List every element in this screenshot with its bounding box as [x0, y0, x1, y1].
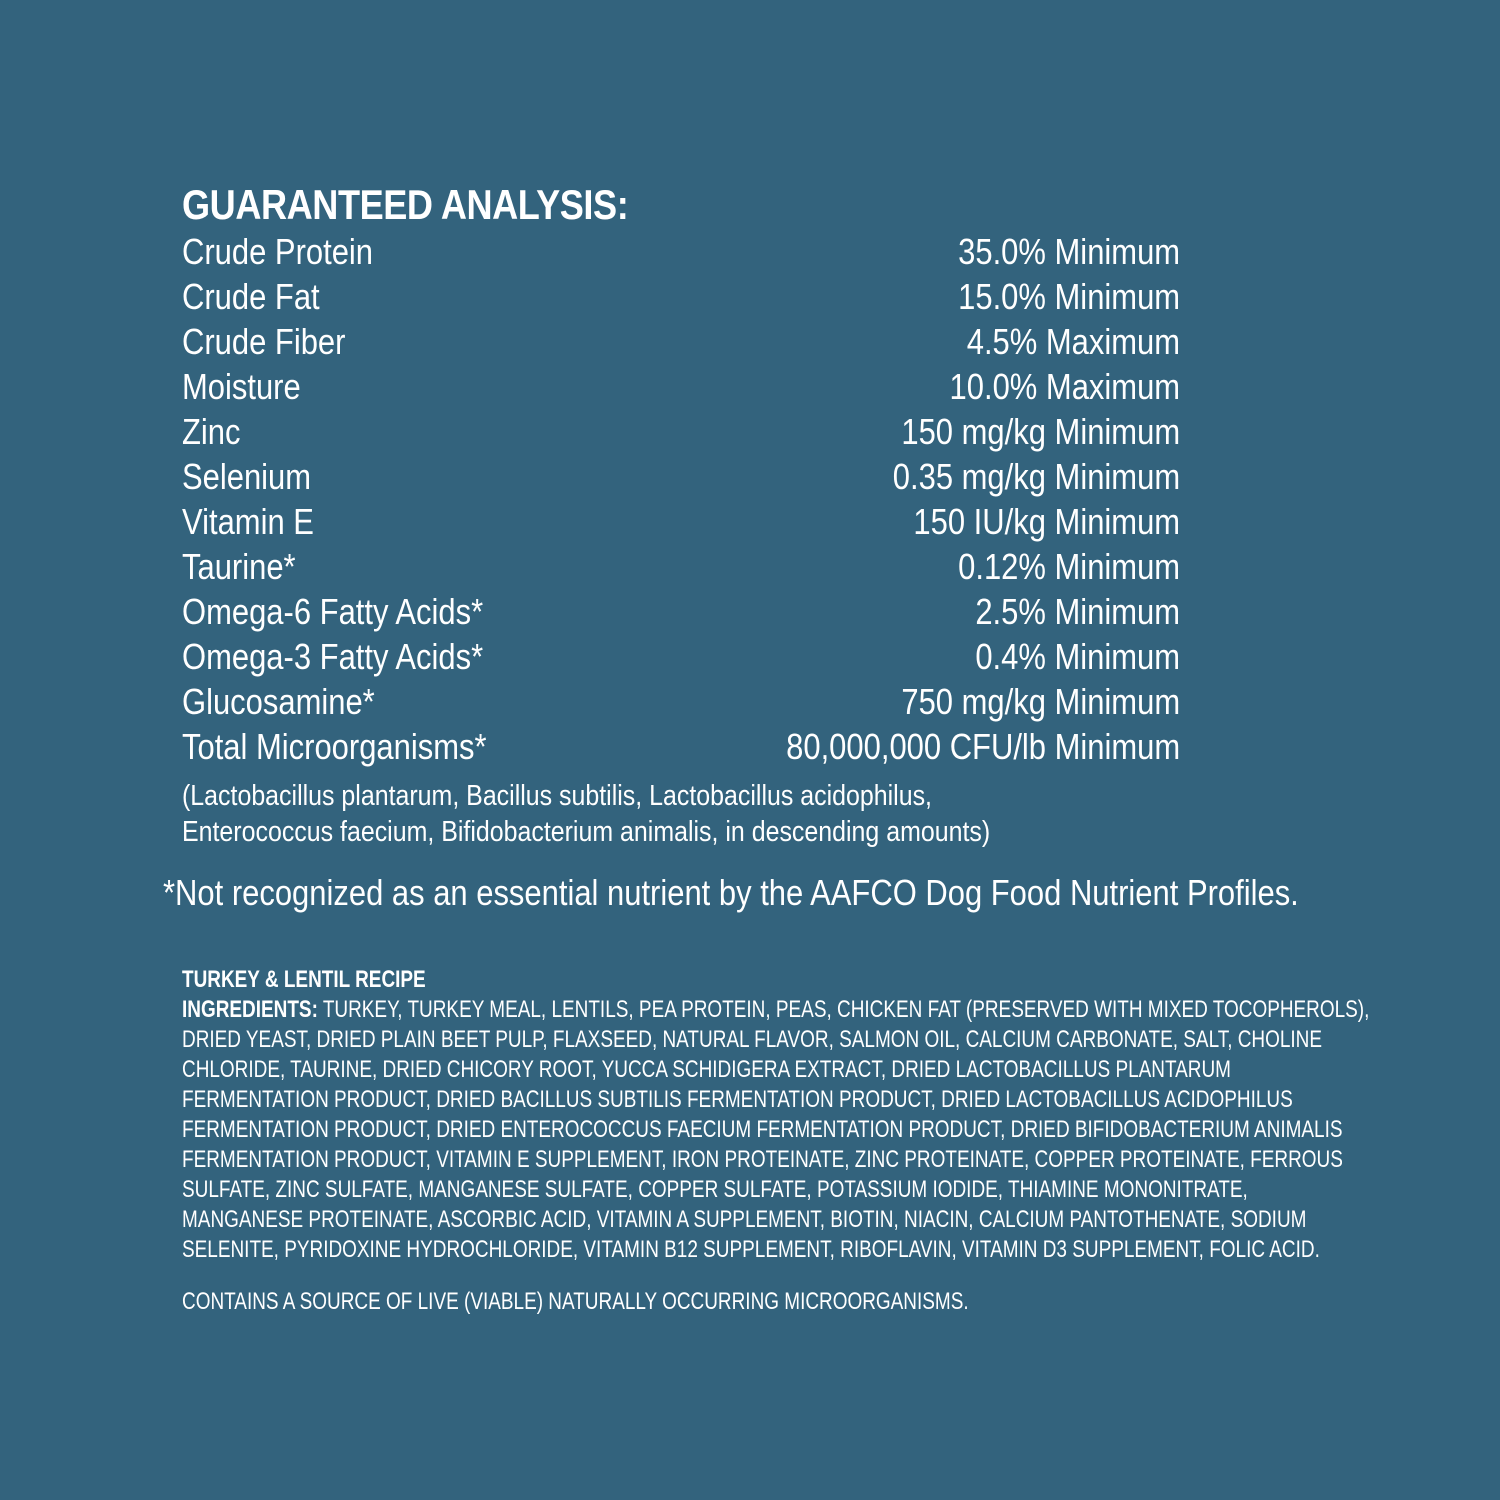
nutrient-name: Zinc — [182, 411, 241, 452]
nutrient-value: 80,000,000 CFU/lb Minimum — [785, 726, 1180, 767]
ingredients-label: INGREDIENTS: — [182, 996, 318, 1023]
ingredients-line: SULFATE, ZINC SULFATE, MANGANESE SULFATE, COPPER SULFATE, POTASSIUM IODIDE, THIAMINE MONONITRATE, — [182, 1176, 1248, 1203]
microorganism-note-line: Enterococcus faecium, Bifidobacterium animalis, in descending amounts) — [182, 816, 991, 848]
ingredients-line: SELENITE, PYRIDOXINE HYDROCHLORIDE, VITAMIN B12 SUPPLEMENT, RIBOFLAVIN, VITAMIN D3 SUPPLEMENT, FOLIC ACID. — [182, 1236, 1320, 1263]
nutrient-value: 150 mg/kg Minimum — [901, 411, 1180, 452]
recipe-section — [182, 965, 1430, 1317]
ingredients-line: FERMENTATION PRODUCT, DRIED ENTEROCOCCUS FAECIUM FERMENTATION PRODUCT, DRIED BIFIDOBACTERIUM ANIMALIS — [182, 1116, 1343, 1143]
nutrient-value: 4.5% Maximum — [966, 321, 1180, 362]
analysis-row — [182, 364, 1180, 409]
nutrient-value: 35.0% Minimum — [958, 231, 1180, 272]
nutrient-name: Vitamin E — [182, 501, 314, 542]
nutrient-name: Omega-6 Fatty Acids* — [182, 591, 484, 632]
ingredients-line: MANGANESE PROTEINATE, ASCORBIC ACID, VITAMIN A SUPPLEMENT, BIOTIN, NIACIN, CALCIUM PANTOTHENATE, SODIUM — [182, 1206, 1307, 1233]
ingredients-text: TURKEY, TURKEY MEAL, LENTILS, PEA PROTEIN, PEAS, CHICKEN FAT (PRESERVED WITH MIXED TOCOPHEROLS), — [317, 996, 1370, 1023]
nutrient-name: Omega-3 Fatty Acids* — [182, 636, 484, 677]
ingredients-line: CHLORIDE, TAURINE, DRIED CHICORY ROOT, YUCCA SCHIDIGERA EXTRACT, DRIED LACTOBACILLUS PLANTARUM — [182, 1056, 1231, 1083]
analysis-row — [182, 634, 1180, 679]
nutrient-value: 150 IU/kg Minimum — [913, 501, 1180, 542]
analysis-row — [182, 544, 1180, 589]
analysis-row — [182, 229, 1180, 274]
ingredients-line: DRIED YEAST, DRIED PLAIN BEET PULP, FLAXSEED, NATURAL FLAVOR, SALMON OIL, CALCIUM CARBONATE, SALT, CHOLINE — [182, 1026, 1323, 1053]
nutrient-name: Taurine* — [182, 546, 296, 587]
microorganism-note — [182, 778, 990, 850]
nutrient-name: Moisture — [182, 366, 301, 407]
analysis-row — [182, 274, 1180, 319]
aafco-footnote: *Not recognized as an essential nutrient by the AAFCO Dog Food Nutrient Profiles. — [163, 872, 1299, 913]
nutrient-name: Glucosamine* — [182, 681, 375, 722]
analysis-row — [182, 724, 1180, 769]
analysis-row — [182, 589, 1180, 634]
nutrient-name: Crude Protein — [182, 231, 374, 272]
analysis-row — [182, 319, 1180, 364]
guaranteed-analysis-table — [182, 229, 1180, 769]
nutrient-value: 2.5% Minimum — [975, 591, 1180, 632]
nutrient-value: 0.4% Minimum — [975, 636, 1180, 677]
microorganism-note-line: (Lactobacillus plantarum, Bacillus subtilis, Lactobacillus acidophilus, — [182, 780, 932, 812]
nutrient-name: Crude Fiber — [182, 321, 346, 362]
nutrient-value: 0.12% Minimum — [958, 546, 1180, 587]
nutrient-value: 750 mg/kg Minimum — [901, 681, 1180, 722]
analysis-row — [182, 409, 1180, 454]
ingredients-line: FERMENTATION PRODUCT, DRIED BACILLUS SUBTILIS FERMENTATION PRODUCT, DRIED LACTOBACILLUS ACIDOPHILUS — [182, 1086, 1293, 1113]
live-microorganisms-statement: CONTAINS A SOURCE OF LIVE (VIABLE) NATURALLY OCCURRING MICROORGANISMS. — [182, 1288, 969, 1315]
ingredients-line: FERMENTATION PRODUCT, VITAMIN E SUPPLEMENT, IRON PROTEINATE, ZINC PROTEINATE, COPPER PROTEINATE, FERROUS — [182, 1146, 1343, 1173]
nutrient-value: 10.0% Maximum — [949, 366, 1180, 407]
analysis-row — [182, 679, 1180, 724]
nutrient-name: Crude Fat — [182, 276, 320, 317]
analysis-row — [182, 499, 1180, 544]
analysis-row — [182, 454, 1180, 499]
nutrient-value: 15.0% Minimum — [958, 276, 1180, 317]
guaranteed-analysis-title: GUARANTEED ANALYSIS: — [182, 181, 629, 228]
nutrient-name: Total Microorganisms* — [182, 726, 487, 767]
ingredients-line — [182, 995, 1430, 1025]
recipe-title: TURKEY & LENTIL RECIPE — [182, 966, 426, 993]
nutrient-name: Selenium — [182, 456, 312, 497]
nutrient-value: 0.35 mg/kg Minimum — [892, 456, 1180, 497]
